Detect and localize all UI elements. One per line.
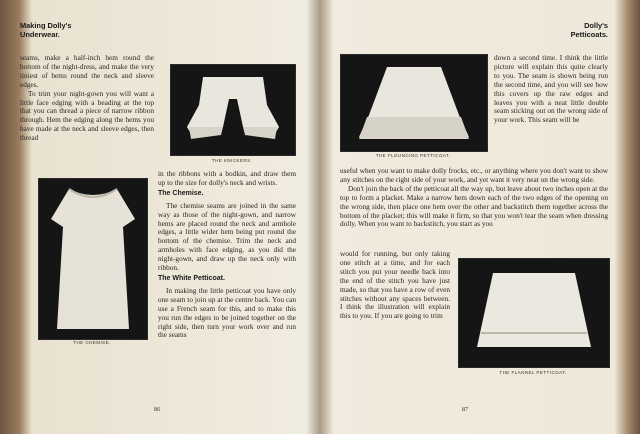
- paragraph: down a second time. I think the little picture will explain this quite clearly to you. The seam is shown being run the second time, and you will see how this covers up the raw edges and leaves you with a neat little double seam sticking out on the wrong side of your work. This seam will be: [494, 53, 608, 125]
- right-page-header: Dolly's Petticoats.: [570, 21, 608, 39]
- book-gutter: [306, 0, 334, 434]
- petticoat-heading: The White Petticoat.: [158, 274, 225, 282]
- left-top-column: [20, 54, 154, 143]
- chemise-illustration: [39, 179, 147, 339]
- paragraph: The chemise seams are joined in the same way as those of the night-gown, and narrow hems are placed round the neck and armhole edges, a little wider hem being put round the bottom of the chemise. Trim the neck and armholes with face edging, as you did the night-gown, and draw up the neck only with ribbon.: [158, 200, 296, 273]
- right-page: [322, 0, 630, 434]
- flouncing-petticoat-illustration: [341, 55, 487, 151]
- flouncing-petticoat-photo: [340, 54, 488, 152]
- chemise-heading: The Chemise.: [158, 189, 204, 197]
- chemise-caption: THE CHEMISE.: [73, 340, 111, 345]
- chemise-photo: [38, 178, 148, 340]
- left-page-header: Making Dolly's Underwear.: [20, 21, 72, 39]
- knickers-illustration: [171, 65, 295, 155]
- paragraph: In making the little petticoat you have only one seam to join up at the centre back. You can use a French seam for this, and to make this you run the edges to be joined together on the right side, then turn your work over and run the seams: [158, 285, 296, 340]
- flannel-petticoat-illustration: [459, 259, 609, 367]
- flannel-petticoat-photo: [458, 258, 610, 368]
- paragraph: Don't join the back of the petticoat all the way up, but leave about two inches open at the top to form a placket. Make a narrow hem down each of the two edges of the opening on the wrong side, then place one hem over the other and backstitch them together across the bottom of the placket; this will make it firm, so that you won't tear the seam when dressing dolly. When you want to backstitch, you start as you: [340, 183, 608, 229]
- flouncing-petticoat-caption: THE FLOUNCING PETTICOAT.: [375, 153, 451, 158]
- knickers-caption: THE KNICKERS.: [211, 158, 253, 163]
- right-bottom-column: [340, 250, 450, 321]
- page-number: 87: [462, 406, 469, 413]
- paragraph: To trim your night-gown you will want a little face edging with a beading at the top that you can thread a piece of narrow ribbon through. Hem the edging along the hems you have made at the neck and sleeve edges, then thread: [20, 88, 154, 143]
- left-right-column: [158, 170, 296, 340]
- paragraph: in the ribbons with a bodkin, and draw them up to the size for dolly's neck and wrists.: [158, 169, 296, 187]
- flannel-petticoat-caption: THE FLANNEL PETTICOAT.: [499, 370, 567, 375]
- left-page: [6, 0, 318, 434]
- paragraph: useful when you want to make dolly frocks, etc., or anything where you don't want to show any stitches on the right side of your work, and yet want it very neat on the wrong side.: [340, 166, 608, 184]
- right-top-column: [494, 54, 608, 125]
- page-number: 86: [154, 406, 161, 413]
- paragraph: seams, make a half-inch hem round the bottom of the night-dress, and make the very tiniest of hems round the neck and sleeve edges.: [20, 53, 154, 89]
- right-full-width-text: [340, 167, 608, 229]
- paragraph: would for running, but only taking one stitch at a time, and for each stitch you put your needle back into the end of the stitch you have just made, so that you have a row of even stitches without any spaces between. I think the illustration will explain this to you. If you are going to trim: [340, 249, 450, 321]
- knickers-photo: [170, 64, 296, 156]
